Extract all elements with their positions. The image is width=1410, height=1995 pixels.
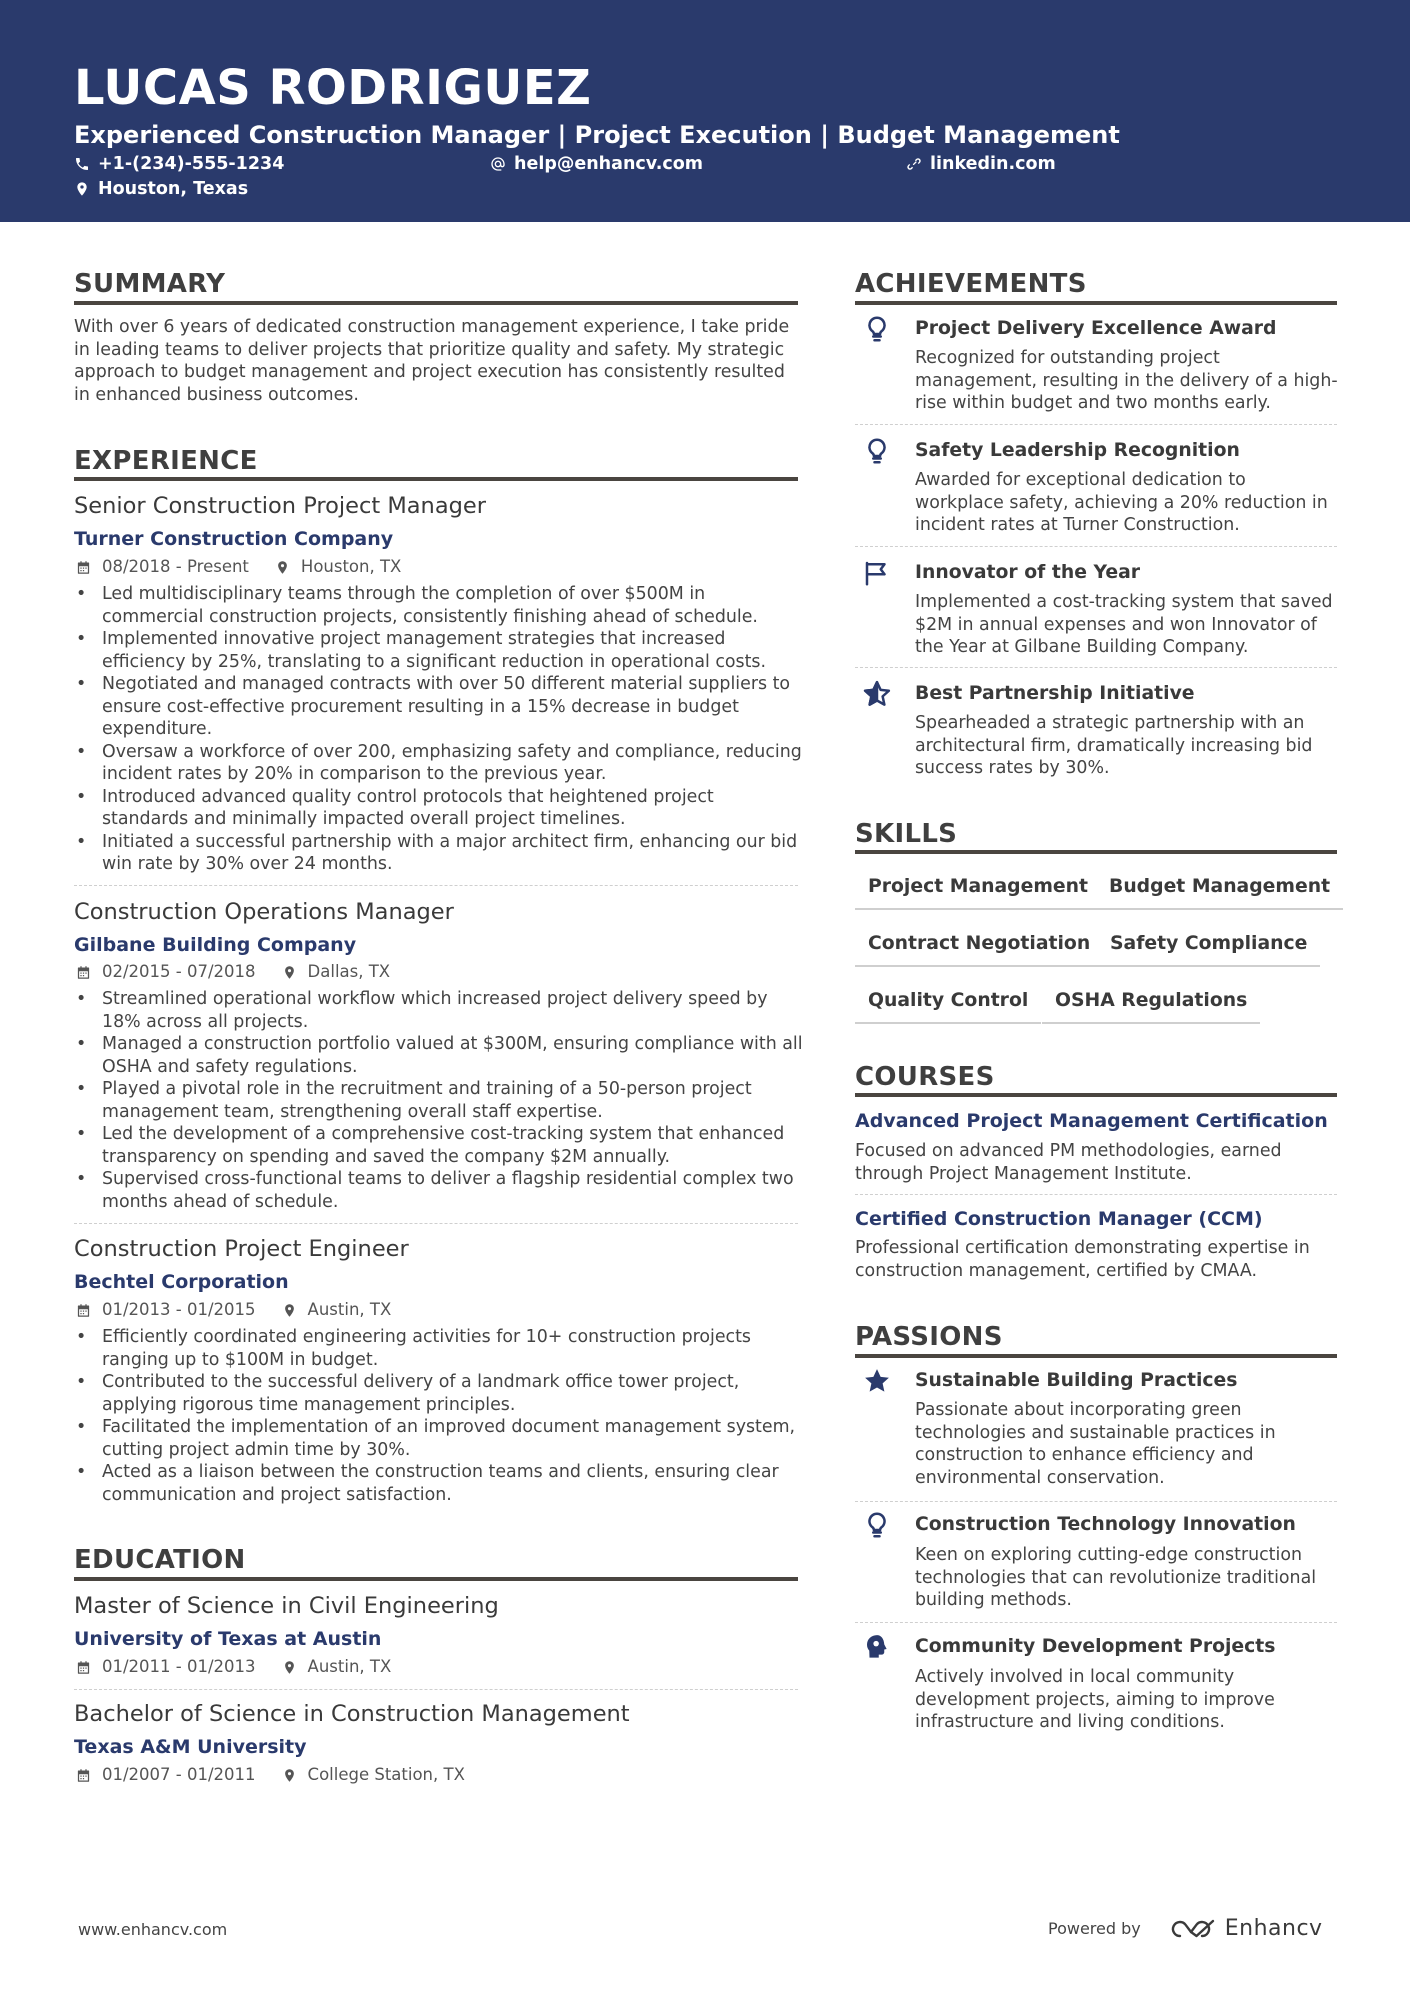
divider xyxy=(74,1223,798,1224)
job-location: Dallas, TX xyxy=(307,962,391,981)
divider xyxy=(855,667,1337,668)
passion-text: Keen on exploring cutting-edge construction technologies that can revolutionize traditional building methods. xyxy=(915,1545,1317,1610)
email-text: help@enhancv.com xyxy=(514,154,704,174)
achievements-rule xyxy=(855,301,1337,305)
summary-rule xyxy=(74,301,798,305)
divider xyxy=(855,546,1337,547)
location-pin-icon xyxy=(275,560,290,575)
education-dates: 01/2011 - 01/2013 xyxy=(102,1657,256,1676)
achievement-title: Innovator of the Year xyxy=(915,562,1141,583)
skill-tag: Budget Management xyxy=(1096,875,1343,910)
list-item: • Negotiated and managed contracts with over 50 different material suppliers to ensure cost-effective procurement resulting in a 15% decrease in budget expenditure. xyxy=(74,673,804,741)
email-contact[interactable] xyxy=(490,153,703,175)
link-icon xyxy=(906,156,922,172)
divider xyxy=(855,424,1337,425)
phone-contact[interactable] xyxy=(74,153,284,175)
calendar-icon xyxy=(76,560,91,575)
head-icon xyxy=(862,1632,892,1662)
job-dates: 01/2013 - 01/2015 xyxy=(102,1300,256,1319)
calendar-icon xyxy=(76,965,91,980)
passion-title: Community Development Projects xyxy=(915,1636,1276,1657)
achievements-heading: ACHIEVEMENTS xyxy=(855,269,1087,299)
list-item: • Acted as a liaison between the construction teams and clients, ensuring clear communication and project satisfaction. xyxy=(74,1461,804,1506)
passion-title: Sustainable Building Practices xyxy=(915,1370,1238,1391)
skill-tag: Project Management xyxy=(855,875,1101,910)
lightbulb-icon xyxy=(862,1510,892,1540)
skill-tag: Contract Negotiation xyxy=(855,932,1103,967)
lightbulb-icon xyxy=(862,436,892,466)
star-icon xyxy=(862,1366,892,1396)
job-meta xyxy=(76,1300,391,1320)
passions-rule xyxy=(855,1354,1337,1358)
job-dates: 08/2018 - Present xyxy=(102,557,249,576)
lightbulb-icon xyxy=(862,314,892,344)
skill-tag: OSHA Regulations xyxy=(1042,989,1260,1024)
list-item: • Introduced advanced quality control protocols that heightened project standards and minimally impacted overall project timelines. xyxy=(74,786,804,831)
passion-title: Construction Technology Innovation xyxy=(915,1514,1296,1535)
location-contact xyxy=(74,178,248,200)
job-bullets xyxy=(74,1326,804,1506)
company-name: Gilbane Building Company xyxy=(74,934,357,956)
list-item: • Oversaw a workforce of over 200, emphasizing safety and compliance, reducing incident rates by 20% in comparison to the previous year. xyxy=(74,741,804,786)
passions-heading: PASSIONS xyxy=(855,1322,1003,1352)
degree-title: Master of Science in Civil Engineering xyxy=(74,1593,499,1619)
location-text: Houston, Texas xyxy=(98,179,249,199)
footer-powered xyxy=(1048,1917,1323,1941)
linkedin-text: linkedin.com xyxy=(930,154,1056,174)
achievement-text: Awarded for exceptional dedication to workplace safety, achieving a 20% reduction in incident rates at Turner Construction. xyxy=(915,470,1328,535)
summary-heading: SUMMARY xyxy=(74,269,226,299)
course-title: Certified Construction Manager (CCM) xyxy=(855,1208,1263,1230)
divider xyxy=(74,885,798,886)
location-pin-icon xyxy=(74,181,90,197)
school-name: University of Texas at Austin xyxy=(74,1628,382,1650)
education-location: College Station, TX xyxy=(307,1765,465,1784)
list-item: • Implemented innovative project management strategies that increased efficiency by 25%, translating to a significant reduction in operational costs. xyxy=(74,628,804,673)
degree-title: Bachelor of Science in Construction Management xyxy=(74,1701,630,1727)
phone-text: +1-(234)-555-1234 xyxy=(98,154,285,174)
location-pin-icon xyxy=(282,1768,297,1783)
job-meta xyxy=(76,557,401,577)
list-item: • Initiated a successful partnership with a major architect firm, enhancing our bid win rate by 30% over 24 months. xyxy=(74,831,804,876)
flag-icon xyxy=(862,558,892,588)
calendar-icon xyxy=(76,1303,91,1318)
list-item: • Led the development of a comprehensive cost-tracking system that enhanced transparency on spending and saved the company $2M annually. xyxy=(74,1123,804,1168)
skill-tag: Safety Compliance xyxy=(1097,932,1320,967)
list-item: • Led multidisciplinary teams through the completion of over $500M in commercial construction projects, consistently finishing ahead of schedule. xyxy=(74,583,804,628)
star-outline-icon xyxy=(862,679,892,709)
divider xyxy=(855,1194,1337,1195)
job-location: Houston, TX xyxy=(300,557,402,576)
candidate-tagline: Experienced Construction Manager | Project Execution | Budget Management xyxy=(74,121,1120,149)
linkedin-contact[interactable] xyxy=(906,153,1056,175)
powered-by-label: Powered by xyxy=(1048,1919,1141,1938)
skills-rule xyxy=(855,850,1337,854)
job-title: Construction Project Engineer xyxy=(74,1236,409,1262)
skills-heading: SKILLS xyxy=(855,819,958,849)
job-bullets xyxy=(74,988,804,1213)
list-item: • Played a pivotal role in the recruitment and training of a 50-person project management team, strengthening overall staff expertise. xyxy=(74,1078,804,1123)
summary-text: With over 6 years of dedicated construction management experience, I take pride in leading teams to deliver projects that prioritize quality and safety. My strategic approach to budget management and project execution has consistently resulted in enhanced business outcomes. xyxy=(74,317,790,405)
divider xyxy=(855,1501,1337,1502)
achievement-title: Project Delivery Excellence Award xyxy=(915,318,1277,339)
brand-name: Enhancv xyxy=(1224,1916,1323,1941)
list-item: • Contributed to the successful delivery of a landmark office tower project, applying rigorous time management principles. xyxy=(74,1371,804,1416)
education-heading: EDUCATION xyxy=(74,1545,246,1575)
skill-tag: Quality Control xyxy=(855,989,1041,1024)
brand-logo[interactable] xyxy=(1167,1917,1323,1941)
enhancv-logo-icon xyxy=(1167,1917,1215,1941)
education-rule xyxy=(74,1577,798,1581)
job-dates: 02/2015 - 07/2018 xyxy=(102,962,256,981)
list-item: • Supervised cross-functional teams to deliver a flagship residential complex two months ahead of schedule. xyxy=(74,1168,804,1213)
school-name: Texas A&M University xyxy=(74,1736,307,1758)
job-location: Austin, TX xyxy=(307,1300,392,1319)
course-title: Advanced Project Management Certification xyxy=(855,1110,1328,1132)
job-title: Senior Construction Project Manager xyxy=(74,493,486,519)
list-item: • Managed a construction portfolio valued at $300M, ensuring compliance with all OSHA and safety regulations. xyxy=(74,1033,804,1078)
divider xyxy=(74,1689,798,1690)
passion-text: Passionate about incorporating green technologies and sustainable practices in construction to enhance efficiency and environmental conservation. xyxy=(915,1400,1276,1488)
education-location: Austin, TX xyxy=(307,1657,392,1676)
courses-rule xyxy=(855,1093,1337,1097)
achievement-text: Spearheaded a strategic partnership with an architectural firm, dramatically increasing bid success rates by 30%. xyxy=(915,713,1313,778)
job-bullets xyxy=(74,583,804,876)
company-name: Turner Construction Company xyxy=(74,528,394,550)
courses-heading: COURSES xyxy=(855,1062,995,1092)
job-meta xyxy=(76,962,390,982)
achievement-title: Safety Leadership Recognition xyxy=(915,440,1240,461)
phone-icon xyxy=(74,156,90,172)
company-name: Bechtel Corporation xyxy=(74,1271,289,1293)
achievement-text: Implemented a cost-tracking system that saved $2M in annual expenses and won Innovator of the Year at Gilbane Building Company. xyxy=(915,592,1333,657)
at-icon xyxy=(490,156,506,172)
course-text: Focused on advanced PM methodologies, earned through Project Management Institute. xyxy=(855,1141,1282,1184)
education-dates: 01/2007 - 01/2011 xyxy=(102,1765,256,1784)
education-meta xyxy=(76,1657,391,1677)
achievement-text: Recognized for outstanding project management, resulting in the delivery of a high-rise within budget and two months early. xyxy=(915,348,1338,413)
divider xyxy=(855,1622,1337,1623)
resume-header xyxy=(0,0,1410,222)
course-text: Professional certification demonstrating expertise in construction management, certified by CMAA. xyxy=(855,1238,1310,1281)
list-item: • Streamlined operational workflow which increased project delivery speed by 18% across all projects. xyxy=(74,988,804,1033)
achievement-title: Best Partnership Initiative xyxy=(915,683,1195,704)
calendar-icon xyxy=(76,1660,91,1675)
education-meta xyxy=(76,1765,465,1785)
list-item: • Facilitated the implementation of an improved document management system, cutting project admin time by 30%. xyxy=(74,1416,804,1461)
location-pin-icon xyxy=(282,1303,297,1318)
footer-website[interactable]: www.enhancv.com xyxy=(78,1920,228,1939)
experience-rule xyxy=(74,477,798,481)
location-pin-icon xyxy=(282,1660,297,1675)
list-item: • Efficiently coordinated engineering activities for 10+ construction projects ranging up to $100M in budget. xyxy=(74,1326,804,1371)
experience-heading: EXPERIENCE xyxy=(74,446,258,476)
passion-text: Actively involved in local community development projects, aiming to improve infrastructure and living conditions. xyxy=(915,1667,1275,1732)
calendar-icon xyxy=(76,1768,91,1783)
location-pin-icon xyxy=(282,965,297,980)
candidate-name: LUCAS RODRIGUEZ xyxy=(74,60,592,116)
job-title: Construction Operations Manager xyxy=(74,899,454,925)
